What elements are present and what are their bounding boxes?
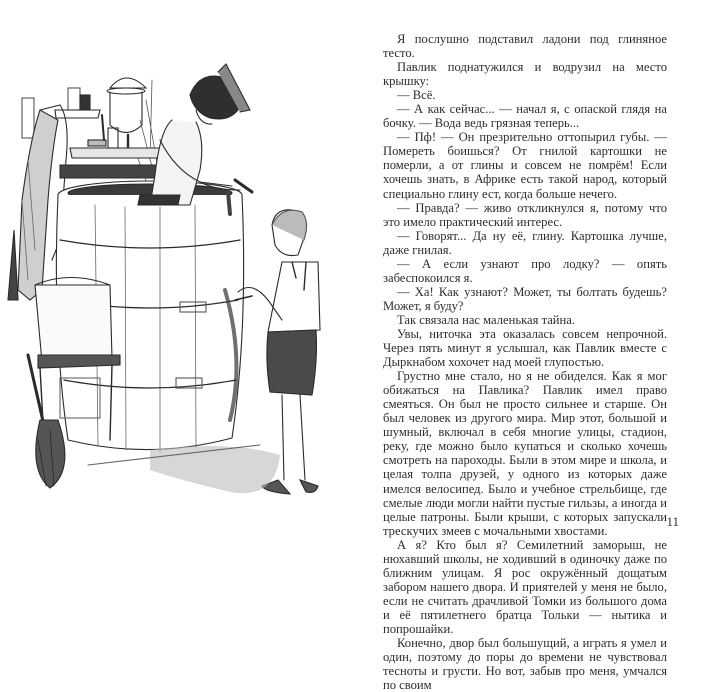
broom [28, 355, 65, 488]
illustration-boys-at-barrel [0, 0, 370, 540]
paragraph: — Ха! Как узнают? Может, ты болтать будешь? Может, я буду? [383, 284, 667, 313]
paragraph: Конечно, двор был большущий, а играть я умел и один, поэтому до поры до времени не чувствовал тесноты и грусти. Но вот, забыв про меня, умчался по своим [383, 636, 667, 692]
paragraph: А я? Кто был я? Семилетний заморыш, не нюхавший школы, не ходивший в одиночку даже по ближним улицам. Я рос окружённый дощатым забором нашего двора. И приятелей у меня не было, если не считать драчливой Томки из большого дома и её пятилетнего братца Тольки — нытика и попрошайки. [383, 537, 667, 636]
floor-shadow [88, 445, 280, 493]
paragraph: Увы, ниточка эта оказалась совсем непрочной. Через пять минут я услышал, как Павлик вместе с Дыркнабом хохочет над моей глупостью. [383, 326, 667, 370]
paragraph: — Говорят... Да ну её, глину. Картошка лучше, даже гнилая. [383, 228, 667, 257]
page-number: 11 [666, 514, 679, 529]
paragraph: — Всё. [397, 88, 436, 103]
paragraph: Я послушно подставил ладони под глиняное тесто. [383, 32, 667, 61]
paragraph: Так связала нас маленькая тайна. [397, 312, 576, 327]
paragraph: — А если узнают про лодку? — опять забеспокоился я. [383, 256, 667, 285]
paragraph: — А как сейчас... — начал я, с опаской глядя на бочку. — Вода ведь грязная теперь... [383, 102, 667, 131]
paragraph: Грустно мне стало, но я не обиделся. Как я мог обижаться на Павлика? Павлик имел право смеяться. Он был не просто сильнее и старше. Он был человек из другого мира. Мир этот, большой и шумный, включал в себя многие улицы, стадион, реку, где можно было купаться и сколько хочешь смотреть на пароходы. Были в этом мире и школа, и целая толпа друзей, у одного из которых даже имелся велосипед. Было и учебное стрельбище, где смелые люди могли найти пустые гильзы, а иногда и целые патроны. Были крыши, с которых запускали трескучих змеев с мочальными хвостами. [383, 369, 667, 538]
paragraph: — Правда? — живо откликнулся я, потому что это имело практический интерес. [383, 200, 667, 229]
paragraph: Павлик поднатужился и водрузил на место крышку: [383, 60, 667, 89]
sink-ledge [60, 115, 165, 178]
story-text-column [383, 32, 667, 692]
paragraph: — Пф! — Он презрительно оттопырил губы. — Помереть боишься? От гнилой картошки не померли, а от глины и совсем не помрём! Если хочешь знать, в Африке есть такой народ, который специально глину ест, когда больше нечего. [383, 130, 667, 201]
